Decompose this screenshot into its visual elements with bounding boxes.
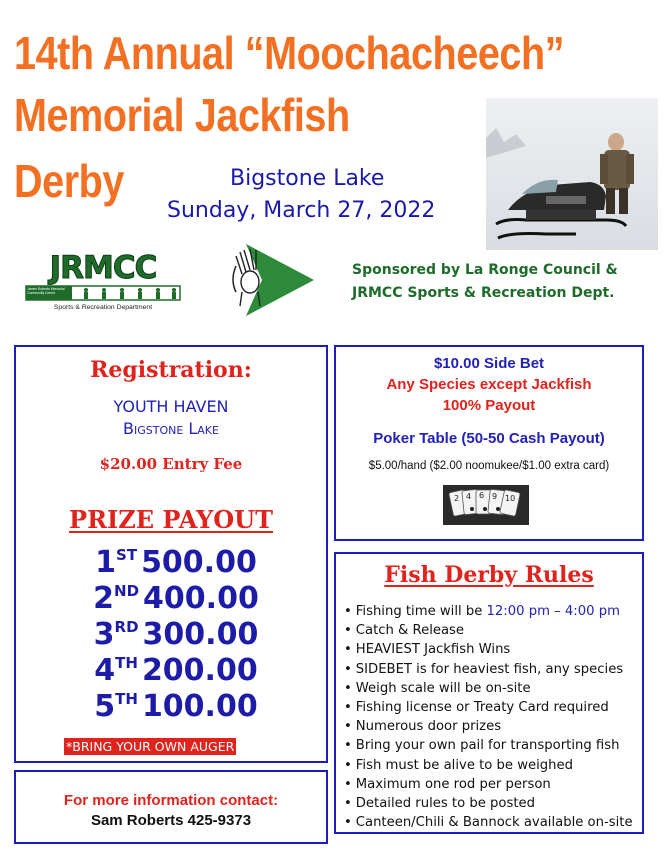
title-line-1: 14th Annual “Moochacheech”	[14, 27, 565, 79]
prize-suffix-5: TH	[115, 690, 138, 708]
rules-item: • HEAVIEST Jackfish Wins	[344, 640, 633, 659]
rules-item: • Numerous door prizes	[344, 717, 633, 736]
sponsor-line-2: JRMCC Sports & Recreation Dept.	[352, 285, 615, 301]
svg-text:9: 9	[492, 492, 498, 501]
prize-amount-1: 500.00	[141, 545, 257, 580]
side-bet-line-2: Any Species except Jackfish	[386, 376, 592, 393]
svg-text:10: 10	[505, 494, 516, 503]
rule-time-value: 12:00 pm – 4:00 pm	[486, 604, 620, 619]
event-date: Sunday, March 27, 2022	[167, 198, 436, 223]
rules-item: • Fishing license or Treaty Card required	[344, 698, 633, 717]
poker-table-line: Poker Table (50-50 Cash Payout)	[373, 430, 605, 447]
rules-item: • Detailed rules to be posted	[344, 794, 633, 813]
rules-item: • Canteen/Chili & Bannock available on-site	[344, 813, 633, 832]
prize-place-4: 4	[94, 653, 116, 688]
jrmcc-logo-subtitle: James Roberts Memorial Community Centre	[27, 287, 65, 295]
prize-suffix-1: ST	[116, 546, 138, 564]
jrmcc-department: Sports & Recreation Department	[53, 304, 153, 311]
svg-text:4: 4	[466, 492, 472, 501]
contact-line-1: For more information contact:	[63, 792, 279, 809]
rules-box	[334, 552, 644, 834]
rules-item	[344, 602, 633, 621]
side-bet-line-1: $10.00 Side Bet	[433, 355, 545, 372]
rules-heading: Fish Derby Rules	[384, 562, 594, 588]
prize-place-3: 3	[93, 617, 115, 652]
jrmcc-logo	[24, 252, 184, 318]
rules-item: • Fish must be alive to be weighed	[344, 756, 633, 775]
poker-hand-price: $5.00/hand ($2.00 noomukee/$1.00 extra card)	[368, 460, 610, 472]
prize-payout-heading: PRIZE PAYOUT	[69, 505, 273, 534]
prize-amount-5: 100.00	[141, 689, 258, 724]
rules-list	[344, 602, 633, 832]
rules-item: • SIDEBET is for heaviest fish, any species	[344, 660, 633, 679]
prize-amount-4: 200.00	[141, 653, 258, 688]
rules-item: • Catch & Release	[344, 621, 633, 640]
svg-text:2: 2	[454, 494, 460, 503]
entry-fee: $20.00 Entry Fee	[99, 455, 243, 473]
prize-suffix-4: TH	[115, 654, 138, 672]
playing-cards-image	[443, 485, 529, 525]
side-bet-line-3: 100% Payout	[442, 397, 536, 414]
prize-row-4	[16, 653, 336, 688]
side-bet-box	[334, 345, 644, 541]
registration-heading: Registration:	[90, 357, 252, 383]
registration-prize-box	[14, 345, 328, 763]
prize-suffix-2: ND	[114, 582, 140, 600]
prize-amount-3: 300.00	[142, 617, 259, 652]
rules-item: • Bring your own pail for transporting fish	[344, 736, 633, 755]
la-ronge-council-logo	[228, 240, 328, 318]
registration-lake: Bigstone Lake	[123, 419, 219, 438]
auger-notice: *BRING YOUR OWN AUGER	[66, 739, 235, 754]
title-line-3: Derby	[14, 155, 124, 207]
prize-suffix-3: RD	[114, 618, 139, 636]
rules-item: • Weigh scale will be on-site	[344, 679, 633, 698]
title-line-2: Memorial Jackfish	[14, 89, 350, 141]
sponsor-line-1: Sponsored by La Ronge Council &	[352, 262, 618, 278]
registration-place: YOUTH HAVEN	[113, 397, 229, 416]
snowmobile-photo	[486, 98, 658, 250]
prize-row-2	[16, 581, 336, 616]
svg-text:6: 6	[479, 491, 485, 500]
prize-place-1: 1	[95, 545, 117, 580]
prize-amount-2: 400.00	[143, 581, 259, 616]
prize-place-5: 5	[94, 689, 116, 724]
prize-place-2: 2	[93, 581, 115, 616]
prize-row-5	[16, 689, 336, 724]
prize-row-1	[16, 545, 336, 580]
event-location: Bigstone Lake	[230, 166, 385, 191]
jrmcc-logo-text: JRMCC	[49, 250, 157, 286]
contact-box	[14, 770, 328, 844]
contact-line-2: Sam Roberts 425-9373	[90, 812, 252, 829]
prize-row-3	[16, 617, 336, 652]
rule-time-prefix: Fishing time will be	[355, 604, 487, 619]
rules-item: • Maximum one rod per person	[344, 775, 633, 794]
